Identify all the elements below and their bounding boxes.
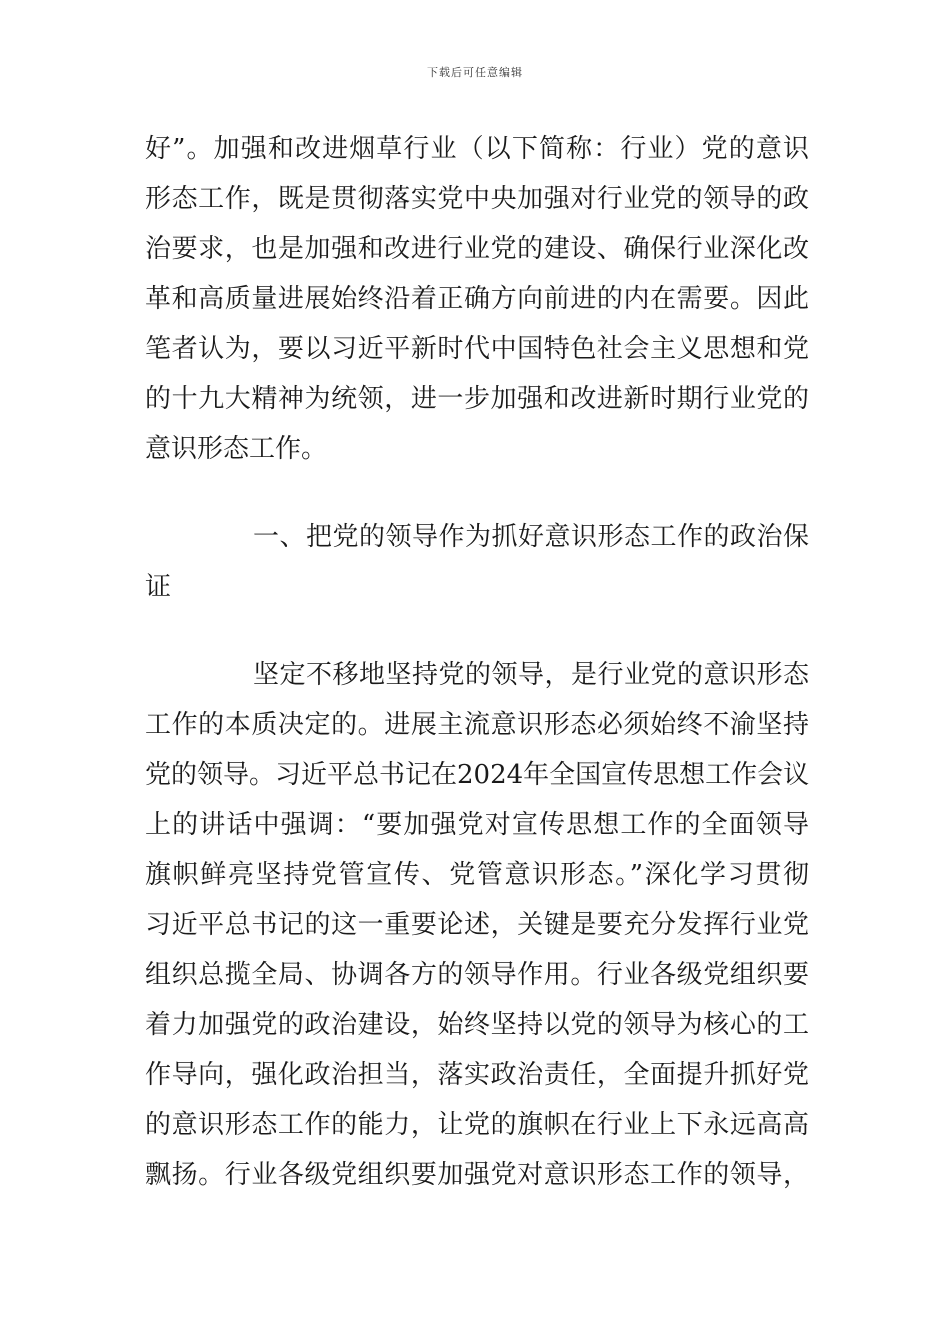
text-line: 坚定不移地坚持党的领导，是行业党的意识形态	[253, 660, 809, 690]
text-line: 习近平总书记的这一重要论述，关键是要充分发挥行业党	[145, 910, 809, 940]
heading-line: 一、把党的领导作为抓好意识形态工作的政治保	[253, 522, 809, 552]
text-line: 工作的本质决定的。进展主流意识形态必须始终不渝坚持	[145, 710, 809, 740]
text-line: 飘扬。行业各级党组织要加强党对意识形态工作的领导，	[145, 1160, 809, 1190]
page-header-note: 下载后可任意编辑	[427, 66, 523, 79]
text-line: 治要求，也是加强和改进行业党的建设、确保行业深化改	[145, 234, 809, 264]
paragraph-gap	[145, 612, 809, 650]
text-line: 着力加强党的政治建设，始终坚持以党的领导为核心的工	[145, 1010, 809, 1040]
text-line: 好”。加强和改进烟草行业（以下简称：行业）党的意识	[145, 134, 809, 164]
paragraph-gap	[145, 474, 809, 512]
document-body	[145, 124, 809, 1200]
text-line: 革和高质量进展始终沿着正确方向前进的内在需要。因此	[145, 284, 809, 314]
text-line: 党的领导。习近平总书记在2024年全国宣传思想工作会议	[145, 760, 809, 790]
text-line: 的意识形态工作的能力，让党的旗帜在行业上下永远高高	[145, 1110, 809, 1140]
text-line: 旗帜鲜亮坚持党管宣传、党管意识形态。”深化学习贯彻	[145, 860, 809, 890]
text-line: 上的讲话中强调：“要加强党对宣传思想工作的全面领导	[145, 810, 809, 840]
text-line: 的十九大精神为统领，进一步加强和改进新时期行业党的	[145, 384, 809, 414]
text-line: 组织总揽全局、协调各方的领导作用。行业各级党组织要	[145, 960, 809, 990]
heading-line: 证	[145, 572, 172, 602]
section-paragraph	[145, 650, 809, 1200]
intro-paragraph	[145, 124, 809, 474]
text-line: 作导向，强化政治担当，落实政治责任，全面提升抓好党	[145, 1060, 809, 1090]
text-line: 形态工作，既是贯彻落实党中央加强对行业党的领导的政	[145, 184, 809, 214]
text-line: 意识形态工作。	[145, 434, 328, 464]
text-line: 笔者认为，要以习近平新时代中国特色社会主义思想和党	[145, 334, 809, 364]
section-heading	[145, 512, 809, 612]
